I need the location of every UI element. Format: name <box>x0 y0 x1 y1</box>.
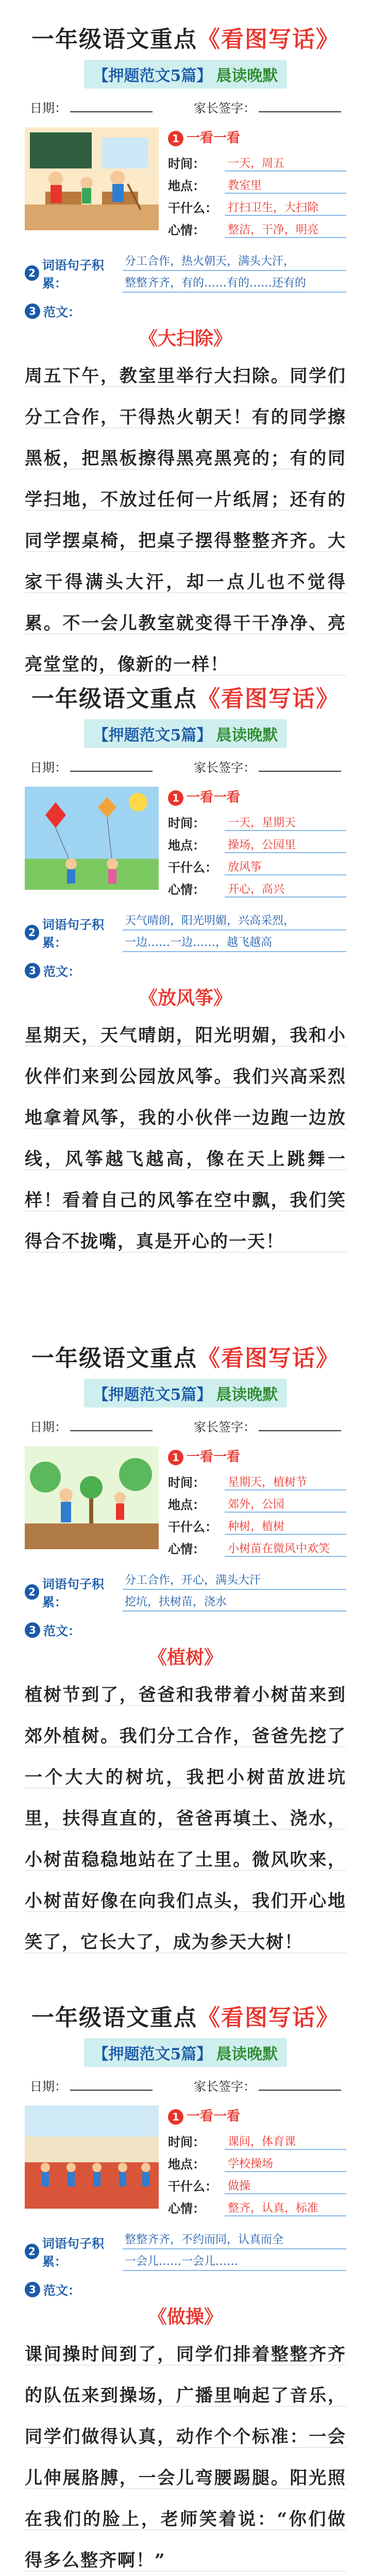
look-heading <box>168 1446 240 1465</box>
fanwen-heading <box>25 961 80 979</box>
worksheet-2 <box>0 659 371 1319</box>
badge-sub: 晨读晚默 <box>216 1386 278 1404</box>
words-line: 天气晴朗，阳光明媚，兴高采烈， <box>123 911 346 930</box>
badge-sub: 晨读晚默 <box>216 726 278 744</box>
look-label: 一看一看 <box>187 130 241 146</box>
look-label: 一看一看 <box>187 2109 241 2124</box>
words-label: 词语句子积累： <box>42 2236 104 2269</box>
parent-label: 家长签字： <box>194 1420 256 1434</box>
page-title <box>25 1999 346 2032</box>
page-title <box>25 680 346 713</box>
title-highlight: 《看图写话》 <box>197 26 340 53</box>
fanwen-label: 范文： <box>43 304 80 319</box>
essay-title: 《放风筝》 <box>139 987 232 1009</box>
words-heading <box>25 251 123 295</box>
look-heading <box>168 2106 240 2125</box>
info-line <box>168 1495 346 1513</box>
look-heading <box>168 787 240 806</box>
parent-blank[interactable] <box>259 2090 341 2091</box>
parent-label: 家长签字： <box>194 2079 256 2094</box>
words-line: 挖坑，扶树苗，浇水 <box>123 1592 346 1612</box>
words-box <box>123 251 346 295</box>
parent-blank[interactable] <box>259 1430 341 1431</box>
info-label: 地点： <box>168 178 205 193</box>
info-line <box>168 176 346 194</box>
info-value: 教室里 <box>225 177 346 194</box>
date-blank[interactable] <box>70 111 153 112</box>
parent-label: 家长签字： <box>194 101 256 115</box>
fanwen-row <box>25 2280 346 2298</box>
top-block <box>25 1446 346 1561</box>
sign-row <box>30 2076 341 2094</box>
info-label: 干什么： <box>168 1519 217 1534</box>
number-3-icon: 3 <box>25 303 40 319</box>
info-value: 一天，星期天 <box>225 814 346 831</box>
words-box <box>123 2230 346 2273</box>
parent-sign-field[interactable] <box>194 98 341 116</box>
scene-picture <box>25 2106 159 2209</box>
exam-badge <box>84 60 288 89</box>
info-line <box>168 813 346 831</box>
parent-blank[interactable] <box>259 771 341 772</box>
info-label: 心情： <box>168 223 205 238</box>
worksheet-1 <box>0 0 371 675</box>
words-line: 分工合作，开心，满头大汗 <box>123 1570 346 1590</box>
info-value: 做操 <box>225 2177 346 2194</box>
exam-badge <box>84 2038 288 2067</box>
look-label: 一看一看 <box>187 1449 241 1465</box>
scene-picture <box>25 787 159 890</box>
fanwen-heading <box>25 1621 80 1639</box>
fanwen-label: 范文： <box>43 2283 80 2298</box>
info-label: 地点： <box>168 1497 205 1512</box>
badge-main: 【押题范文5篇】 <box>93 726 212 744</box>
words-box <box>123 911 346 954</box>
top-block <box>25 787 346 902</box>
title-prefix: 一年级语文重点 <box>31 686 197 712</box>
date-label: 日期： <box>30 2079 67 2094</box>
number-1-icon: 1 <box>168 1450 183 1465</box>
info-line <box>168 1472 346 1490</box>
badge-main: 【押题范文5篇】 <box>93 2045 212 2063</box>
info-value: 星期天，植树节 <box>225 1473 346 1490</box>
info-line <box>168 1517 346 1535</box>
info-value: 打扫卫生，大扫除 <box>225 199 346 216</box>
parent-sign-field[interactable] <box>194 2076 341 2094</box>
exam-badge <box>84 1379 288 1408</box>
title-prefix: 一年级语文重点 <box>31 1345 197 1371</box>
parent-blank[interactable] <box>259 111 341 112</box>
info-value: 学校操场 <box>225 2155 346 2172</box>
title-highlight: 《看图写话》 <box>197 2005 340 2031</box>
number-1-icon: 1 <box>168 2109 183 2125</box>
words-label: 词语句子积累： <box>42 917 104 950</box>
look-label: 一看一看 <box>187 790 241 805</box>
date-label: 日期： <box>30 101 67 115</box>
info-label: 心情： <box>168 2201 205 2216</box>
essay-text: 植树节到了，爸爸和我带着小树苗来到郊外植树。我们分工合作，爸爸先挖了一个大大的树坑，我把小树苗放进坑里，扶得直直的，爸爸再填土、浇水，小树苗稳稳地站在了土里。微风吹来，小树苗好像在向我们点头，我们开心地笑了，它长大了，成为参天大树！ <box>25 1674 346 1963</box>
parent-sign-field[interactable] <box>194 1417 341 1435</box>
info-label: 时间： <box>168 2134 205 2149</box>
title-highlight: 《看图写话》 <box>197 1345 340 1371</box>
number-3-icon: 3 <box>25 963 40 978</box>
badge-main: 【押题范文5篇】 <box>93 67 212 85</box>
date-field[interactable] <box>30 2076 153 2094</box>
worksheet-3 <box>0 1319 371 1978</box>
essay-title: 《大扫除》 <box>139 328 232 349</box>
essay-title: 《植树》 <box>148 1647 223 1668</box>
number-3-icon: 3 <box>25 1622 40 1638</box>
info-panel <box>168 787 346 902</box>
sign-row <box>30 757 341 775</box>
date-field[interactable] <box>30 1417 153 1435</box>
info-value: 小树苗在微风中欢笑 <box>225 1540 346 1557</box>
info-line <box>168 2154 346 2172</box>
page-title <box>25 1340 346 1372</box>
essay-text: 周五下午，教室里举行大扫除。同学们分工合作，干得热火朝天！有的同学擦黑板，把黑板擦得黑亮黑亮的；有的同学扫地，不放过任何一片纸屑；还有的同学摆桌椅，把桌子摆得整整齐齐。大家干得满头大汗，却一点儿也不觉得累。不一会儿教室就变得干干净净、亮亮堂堂的，像新的一样！ <box>25 355 346 685</box>
info-label: 干什么： <box>168 200 217 215</box>
number-2-icon: 2 <box>25 1584 39 1600</box>
info-value: 一天，周五 <box>225 155 346 172</box>
essay-title: 《做操》 <box>148 2306 223 2328</box>
fanwen-row <box>25 961 346 979</box>
essay-text: 课间操时间到了，同学们排着整整齐齐的队伍来到操场，广播里响起了音乐，同学们做得认真，动作个个标准：一会儿伸展胳膊，一会儿弯腰踢腿。阳光照在我们的脸上，老师笑着说：“你们做得多么整齐啊！” <box>25 2334 346 2576</box>
badge-row <box>25 60 346 89</box>
number-2-icon: 2 <box>25 925 39 940</box>
badge-sub: 晨读晚默 <box>216 67 278 85</box>
fanwen-label: 范文： <box>43 964 80 979</box>
sign-row <box>30 98 341 116</box>
look-heading <box>168 127 240 146</box>
info-line <box>168 154 346 172</box>
info-line <box>168 857 346 875</box>
info-label: 地点： <box>168 2157 205 2172</box>
info-panel <box>168 127 346 242</box>
parent-sign-field[interactable] <box>194 757 341 775</box>
worksheet-4 <box>0 1978 371 2576</box>
info-label: 干什么： <box>168 2179 217 2194</box>
parent-label: 家长签字： <box>194 760 256 775</box>
page-title <box>25 21 346 54</box>
exam-badge <box>84 719 288 748</box>
info-value: 开心，高兴 <box>225 880 346 897</box>
words-row <box>25 2230 346 2273</box>
info-label: 心情： <box>168 1541 205 1556</box>
words-line: 一会儿……一会儿…… <box>123 2251 346 2271</box>
fanwen-heading <box>25 2280 80 2298</box>
title-highlight: 《看图写话》 <box>197 686 340 712</box>
info-label: 地点： <box>168 838 205 853</box>
info-value: 放风筝 <box>225 858 346 875</box>
info-label: 时间： <box>168 816 205 831</box>
badge-main: 【押题范文5篇】 <box>93 1386 212 1404</box>
date-label: 日期： <box>30 760 67 775</box>
essay-text: 星期天，天气晴朗，阳光明媚，我和小伙伴们来到公园放风筝。我们兴高采烈地拿着风筝，我的小伙伴一边跑一边放线，风筝越飞越高，像在天上跳舞一样！看着自己的风筝在空中飘，我们笑得合不拢嘴，真是开心的一天！ <box>25 1015 346 1262</box>
info-value: 郊外，公园 <box>225 1496 346 1513</box>
info-line <box>168 2176 346 2194</box>
number-2-icon: 2 <box>25 265 39 281</box>
words-line: 整整齐齐，不约而同，认真而全 <box>123 2230 346 2249</box>
number-1-icon: 1 <box>168 790 183 806</box>
info-label: 心情： <box>168 882 205 897</box>
info-line <box>168 1539 346 1557</box>
number-1-icon: 1 <box>168 131 183 146</box>
date-field[interactable] <box>30 757 153 775</box>
words-row <box>25 1570 346 1614</box>
info-value: 操场，公园里 <box>225 836 346 853</box>
date-field[interactable] <box>30 98 153 116</box>
fanwen-row <box>25 1621 346 1639</box>
badge-row <box>25 2038 346 2067</box>
info-line <box>168 2132 346 2150</box>
scene-picture <box>25 127 159 230</box>
info-line <box>168 198 346 216</box>
info-value: 种树，植树 <box>225 1518 346 1535</box>
info-line <box>168 2198 346 2216</box>
words-line: 分工合作，热火朝天，满头大汗， <box>123 251 346 271</box>
date-blank[interactable] <box>70 1430 153 1431</box>
words-heading <box>25 1570 123 1614</box>
info-panel <box>168 1446 346 1561</box>
date-blank[interactable] <box>70 771 153 772</box>
date-blank[interactable] <box>70 2090 153 2091</box>
words-line: 整整齐齐，有的……有的……还有的 <box>123 273 346 293</box>
badge-row <box>25 1379 346 1408</box>
badge-row <box>25 719 346 748</box>
sign-row <box>30 1417 341 1435</box>
info-line <box>168 835 346 853</box>
number-2-icon: 2 <box>25 2244 39 2259</box>
scene-picture <box>25 1446 159 1549</box>
title-prefix: 一年级语文重点 <box>31 26 197 53</box>
info-line <box>168 220 346 238</box>
fanwen-heading <box>25 302 80 320</box>
words-box <box>123 1570 346 1614</box>
fanwen-row <box>25 302 346 320</box>
number-3-icon: 3 <box>25 2282 40 2297</box>
title-prefix: 一年级语文重点 <box>31 2005 197 2031</box>
top-block <box>25 2106 346 2221</box>
words-heading <box>25 2230 123 2273</box>
fanwen-label: 范文： <box>43 1623 80 1638</box>
words-heading <box>25 911 123 954</box>
info-value: 整洁，干净，明亮 <box>225 221 346 238</box>
info-label: 时间： <box>168 1475 205 1490</box>
info-label: 时间： <box>168 156 205 171</box>
info-label: 干什么： <box>168 860 217 875</box>
info-panel <box>168 2106 346 2221</box>
words-label: 词语句子积累： <box>42 1577 104 1609</box>
words-row <box>25 911 346 954</box>
badge-sub: 晨读晚默 <box>216 2045 278 2063</box>
info-value: 整齐，认真，标准 <box>225 2199 346 2216</box>
words-label: 词语句子积累： <box>42 258 104 291</box>
info-line <box>168 879 346 897</box>
info-value: 课间，体育课 <box>225 2133 346 2150</box>
words-row <box>25 251 346 295</box>
date-label: 日期： <box>30 1420 67 1434</box>
words-line: 一边……一边……，越飞越高 <box>123 933 346 952</box>
top-block <box>25 127 346 242</box>
